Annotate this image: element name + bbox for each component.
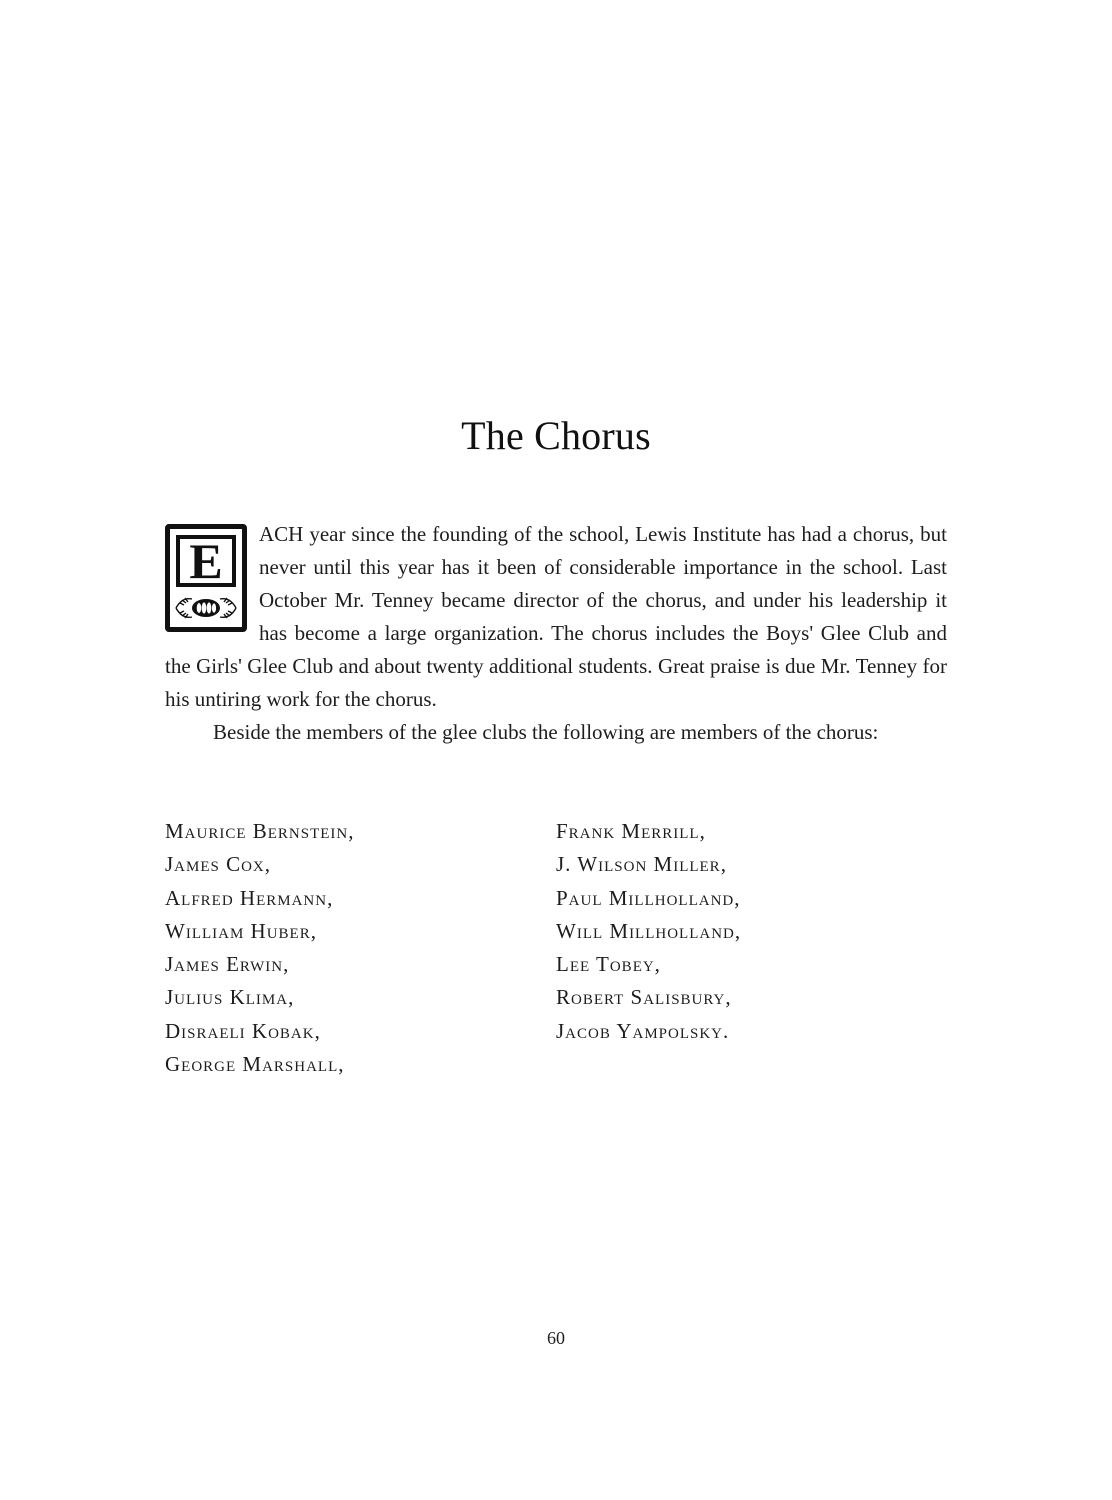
member-name: Julius Klima, — [165, 985, 295, 1010]
member-name: Disraeli Kobak, — [165, 1018, 321, 1043]
members-intro-paragraph: Beside the members of the glee clubs the following are members of the chorus: — [213, 720, 879, 744]
member-name: George Marshall, — [165, 1052, 345, 1077]
member-column-left — [165, 815, 355, 1081]
drop-cap-icon — [165, 524, 247, 632]
member-name: J. Wilson Miller, — [556, 852, 727, 877]
member-column-right — [556, 815, 741, 1048]
intro-paragraph: ACH year since the founding of the school, Lewis Institute has had a chorus, but never until this year has it been of considerable importance in the school. Last October Mr. Tenney became director of the chorus, and under his leadership it has become a large organization. The chorus includes the Boys' Glee Club and the Girls' Glee Club and about twenty additional students. Great praise is due Mr. Tenney for his untiring work for the chorus. — [165, 522, 947, 711]
member-name: James Erwin, — [165, 952, 290, 977]
member-name: Lee Tobey, — [556, 952, 661, 977]
member-name: William Huber, — [165, 918, 317, 943]
member-name: Maurice Bernstein, — [165, 819, 355, 843]
member-name: Robert Salisbury, — [556, 985, 732, 1010]
drop-cap-letter: E — [176, 535, 236, 587]
member-name: Paul Millholland, — [556, 885, 741, 910]
member-name: Alfred Hermann, — [165, 885, 334, 910]
member-name: Jacob Yampolsky. — [556, 1018, 730, 1043]
body-text — [165, 518, 947, 749]
member-name: James Cox, — [165, 852, 272, 877]
member-name: Will Millholland, — [556, 918, 742, 943]
member-name: Frank Merrill, — [556, 819, 706, 843]
wreath-ornament-icon — [172, 591, 240, 625]
page-title: The Chorus — [461, 413, 651, 458]
page-number: 60 — [547, 1328, 565, 1348]
